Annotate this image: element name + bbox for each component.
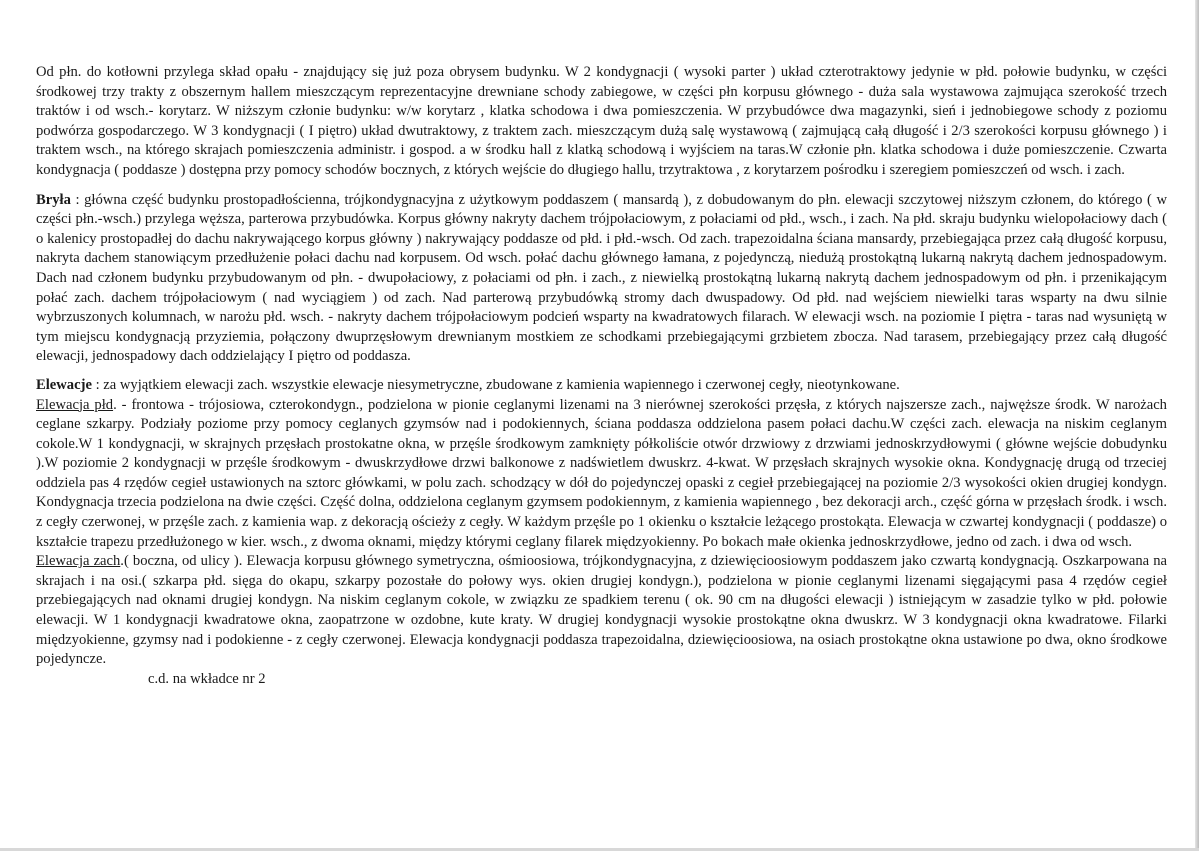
elewacja-zach-paragraph	[36, 552, 1167, 670]
elewacja-pld-paragraph	[36, 396, 1167, 553]
elewacje-label: Elewacje	[36, 376, 92, 393]
paragraph-gap	[36, 367, 1167, 376]
continuation-note: c.d. na wkładce nr 2	[148, 670, 266, 687]
scan-edge-right	[1195, 0, 1199, 851]
elewacje-paragraph	[36, 376, 1167, 396]
paragraph-gap	[36, 181, 1167, 191]
intro-paragraph: Od płn. do kotłowni przylega skład opału - znajdujący się już poza obrysem budynku. W 2 kondygnacji ( wysoki parter ) układ czterotraktowy jedynie w płd. połowie budynku, w części środkowej trzy trakty z obszernym hallem mieszczącym reprezentacyjne drewniane schody zabiegowe, w części płn korpusu głównego - duża sala wystawowa zajmująca szerokość trzech traktów i od wsch.- korytarz. W niższym członie budynku: w/w korytarz , klatka schodowa i dwa pomieszczenia. W przybudówce dwa magazynki, sień i jednobiegowe schody z poziomu podwórza gospodarczego. W 3 kondygnacji ( I piętro) układ dwutraktowy, z traktem zach. mieszczącym dużą salę wystawową ( zajmującą całą długość i 2/3 szerokości korpusu głównego ) i traktem wsch., na którego skrajach pomieszczenia administr. i gospod. a w środku hall z klatką schodową i wyjściem na taras.W członie płn. klatka schodowa i duże pomieszczenie. Czwarta kondygnacja ( poddasze ) dostępna przy pomocy schodów bocznych, z których wejście do długiego hallu, trzytraktowa , z korytarzem pośrodku i szeregiem pomieszczeń od wsch. i zach.	[36, 64, 1167, 178]
bryla-paragraph	[36, 191, 1167, 367]
elewacja-pld-label: Elewacja płd	[36, 396, 114, 413]
elewacja-zach-text: .( boczna, od ulicy ). Elewacja korpusu głównego symetryczna, ośmioosiowa, trójkondygnacyjna, z dziewięcioosiowym poddaszem jako czwartą kondygnacją. Oszkarpowana na skrajach i na osi.( szkarpa płd. sięga do okapu, szkarpy pozostałe do połowy wys. okien drugiej kondygn.), podzielona w pionie ceglanymi lizenami sięgającymi pasa 4 rzędów cegieł przebiegających nad oknami drugiej kondygn. Na niskim ceglanym cokole, w związku ze spadkiem terenu ( ok. 90 cm na długości elewacji ) istniejącym w zasadzie tylko w płd. połowie elewacji. W 1 kondygnacji kwadratowe okna, zaopatrzone w ozdobne, kute kraty. W drugiej kondygnacji wysokie prostokątne okna dwuskrz. W 3 kondygnacji okna kwadratowe. Filarki międzyokienne, gzymsy nad i podokienne - z cegły czerwonej. Elewacja kondygnacji poddasza trapezoidalna, dziewięcioosiowa, na osiach prostokątne okna ustawione po dwa, okno środkowe pojedyncze.	[36, 553, 1167, 668]
elewacje-text: : za wyjątkiem elewacji zach. wszystkie elewacje niesymetryczne, zbudowane z kamienia wapiennego i czerwonej cegły, nieotynkowane.	[91, 376, 900, 393]
bryla-label: Bryła	[36, 191, 71, 208]
elewacja-zach-label: Elewacja zach	[36, 553, 121, 570]
document-page	[36, 63, 1167, 689]
bryla-text: : główna część budynku prostopadłościenna, trójkondygnacyjna z użytkowym poddaszem ( mansardą ), z dobudowanym do płn. elewacji szczytowej niższym członem, do którego ( w części płn.-wsch.) przylega węższa, parterowa przybudówka. Korpus główny nakryty dachem trójpołaciowym, z połaciami od płd., wsch., i zach. Na płd. skraju budynku wielopołaciowy dach ( o kalenicy prostopadłej do dachu nakrywającego korpus główny ) nakrywający poddasze od płd. i płd.-wsch. Od zach. trapezoidalna ściana mansardy, przebiegająca przez całą długość korpusu, nakryta dachem stanowiącym przedłużenie połaci dachu nad korpusem. Od wsch. połać dachu głównego łamana, z pojedynczą, niedużą prostokątną lukarną nakrytą dachem jednospadowym. Dach nad członem budynku przybudowanym od płn. - dwupołaciowy, z połaciami od płn. i zach., z niewielką prostokątną lukarną nakrytą dachem jednospadowym od płn. i przenikającym połać zach. dachem trójpołaciowym ( nad wyciągiem ) od zach. Nad parterową przybudówką stromy dach dwuspadowy. Od płd. nad wejściem niewielki taras wsparty na dwu silnie wybrzuszonych kolumnach, w narożu płd. wsch. - nakryty dachem trójpołaciowym podcień wsparty na kwadratowych filarach. W elewacji wsch. na poziomie I piętra - taras nad wysuniętą w tym miejscu kondygnacją przyziemia, połączony dwuprzęsłowym drewnianym mostkiem ze schodkami przebiegającymi grzbietem zbocza. Nad tarasem, przebiegający przez całą długość elewacji, jednospadowy dach oddzielający I piętro od poddasza.	[36, 191, 1167, 365]
elewacja-pld-text: . - frontowa - trójosiowa, czterokondygn., podzielona w pionie ceglanymi lizenami na 3 nierównej szerokości przęsła, z których najszersze zach., najwęższe środk. W narożach ceglane szkarpy. Podziały poziome przy pomocy ceglanych gzymsów nad i podokiennych, ściana poddasza oddzielona pasem połaci dachu.W części zach. elewacja na niskim ceglanym cokole.W 1 kondygnacji, w skrajnych przęsłach prostokatne okna, w przęśle środkowym zamknięty półkoliście otwór drzwiowy z drzwiami jednoskrzydłowymi ( główne wejście dobudynku ).W poziomie 2 kondygnacji w przęśle środkowym - dwuskrzydłowe drzwi balkonowe z nadświetlem dwuskrz. 4-kwat. W przęsłach skrajnych wysokie okna. Kondygnację drugą od trzeciej oddziela pas 4 rzędów cegieł ustawionych na sztorc główkami, w polu zach. schodzący w dół do pojedynczej opaski z cegieł przebiegającej na poziomie 2/3 wysokości okien drugiej kondygn. Kondygnacja trzecia podzielona na dwie części. Część dolna, oddzielona ceglanym gzymsem podokiennym, z kamienia wapiennego , bez dekoracji arch., część górna w przęsłach środk. i wsch. z cegły czerwonej, w przęśle zach. z kamienia wap. z dekoracją ościeży z cegły. W każdym przęśle po 1 okienku o kształcie leżącego prostokąta. Elewacja w czwartej kondygnacji ( poddasze) o kształcie trapezu przedłużonego w kier. wsch., z dwoma oknami, między którymi ceglany filarek międzyokienny. Po bokach małe okienka jednoskrzydłowe, jedno od zach. i dwa od wsch.	[36, 396, 1167, 550]
